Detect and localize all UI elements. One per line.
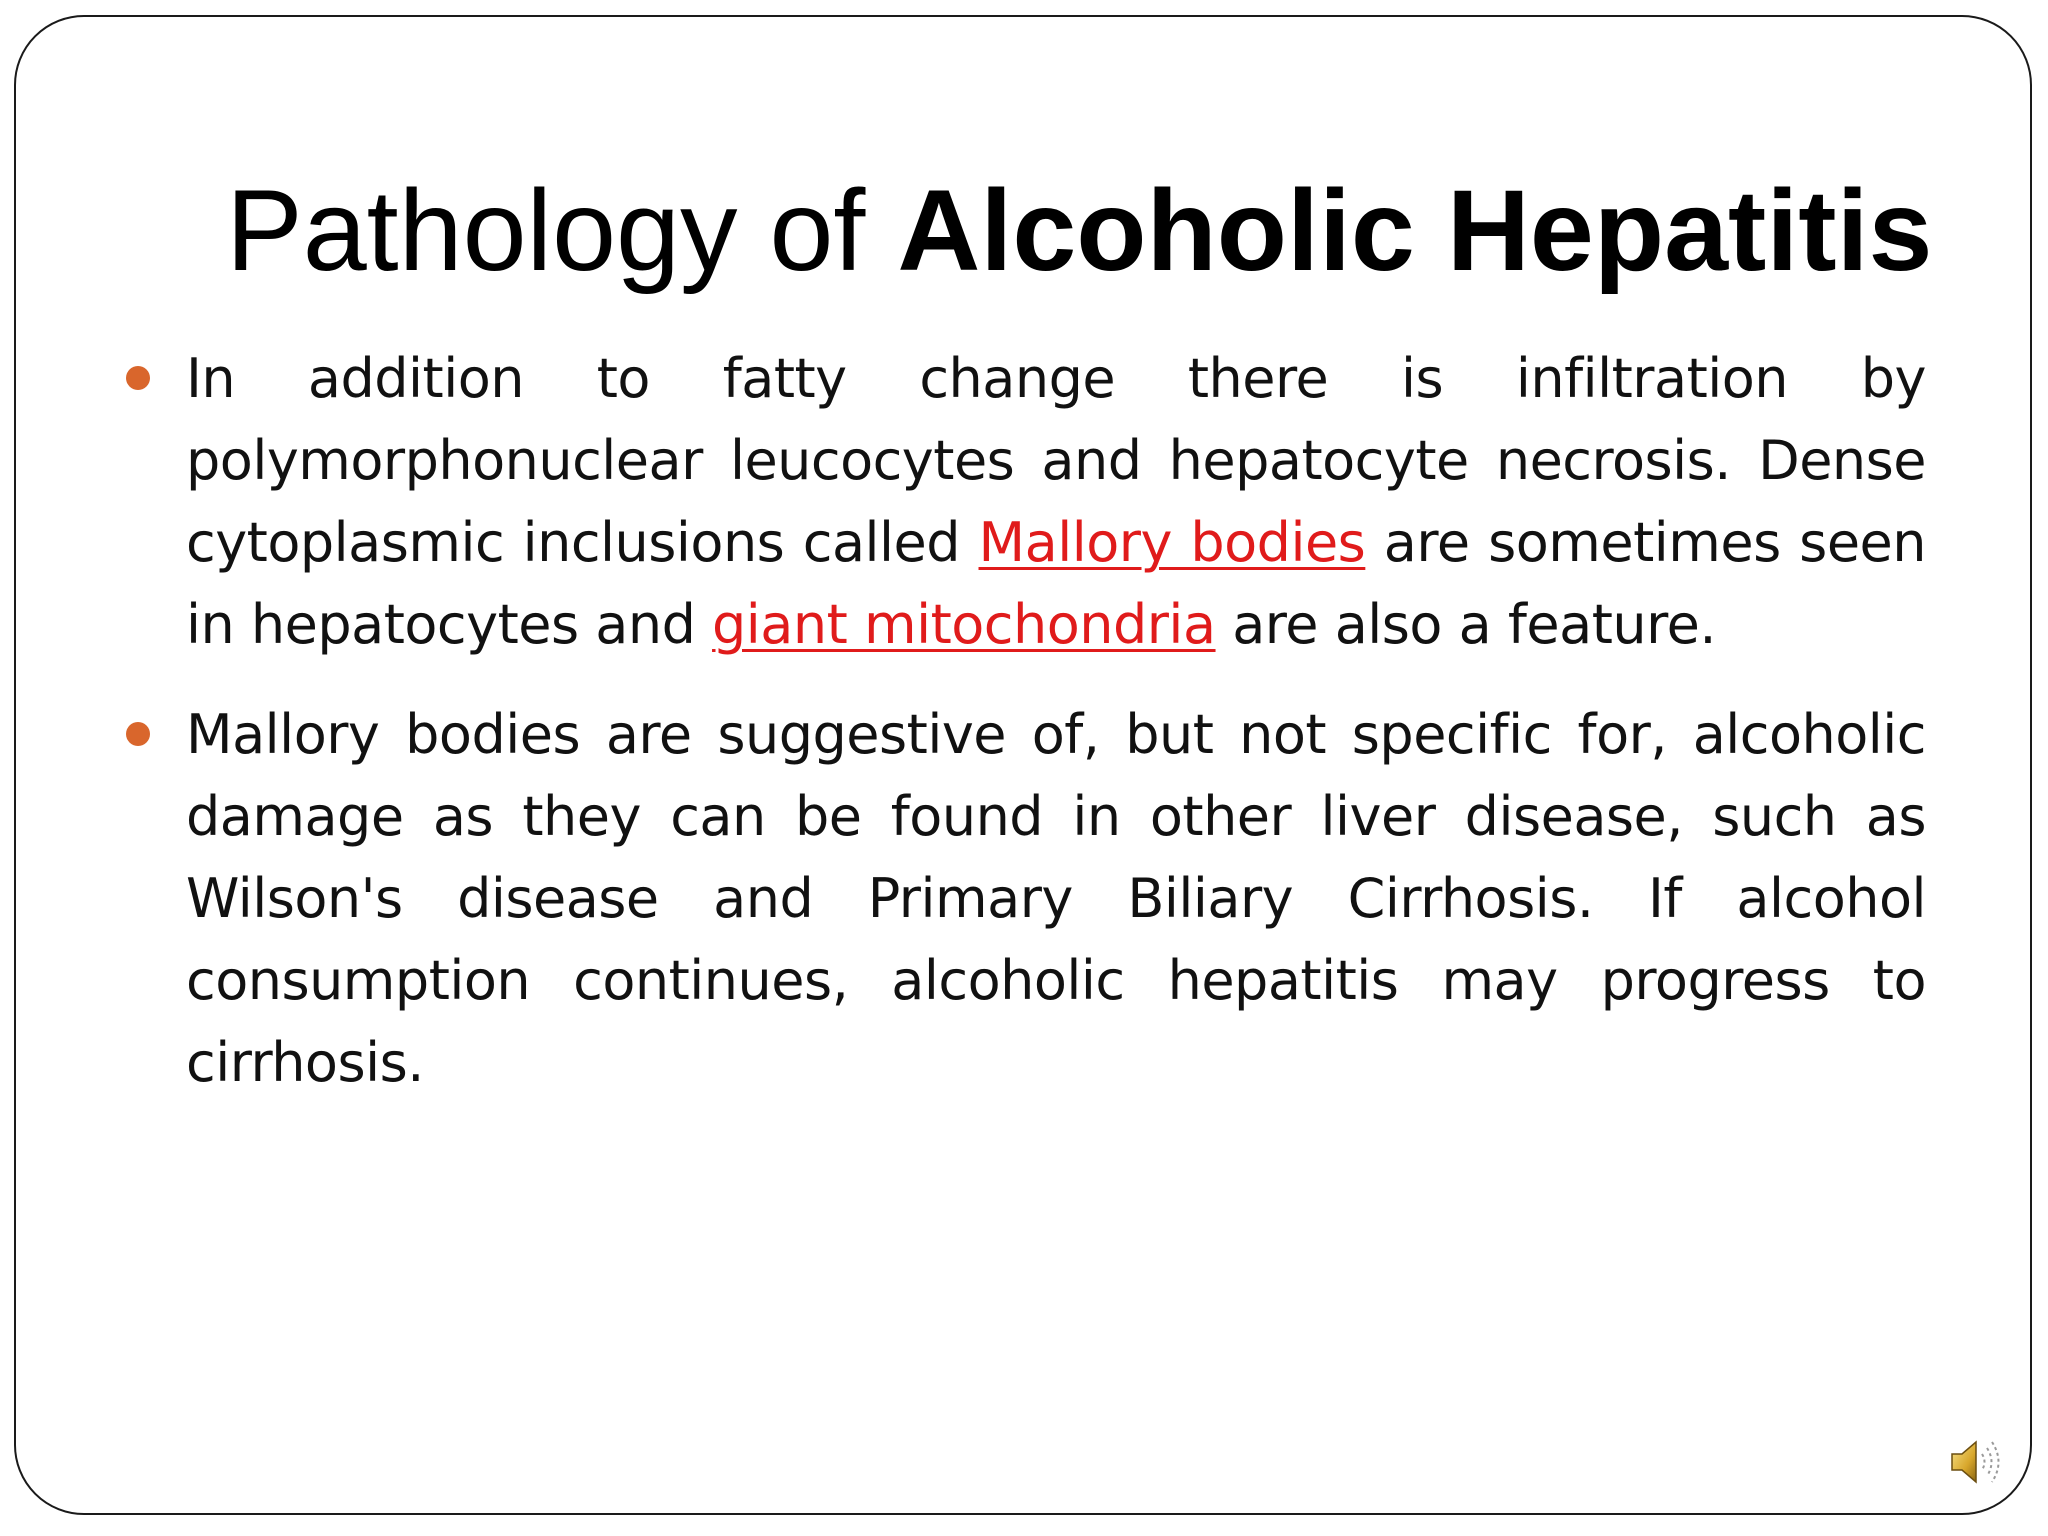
title-bold: Alcoholic Hepatitis xyxy=(897,167,1933,295)
title-regular: Pathology of xyxy=(226,167,898,295)
bullet-2-text: Mallory bodies are suggestive of, but not specific for, alcoholic damage as they can be found in other liver disease, such as Wilson's disease and Primary Biliary Cirrhosis. If alcohol consumption continues, alcoholic hepatitis may progress to cirrhosis. xyxy=(186,703,1926,1094)
speaker-icon[interactable] xyxy=(1946,1432,2006,1492)
mallory-bodies-link[interactable]: Mallory bodies xyxy=(978,511,1366,574)
bullet-1-text-a: In addition to fatty change there is infiltration by polymorphonuclear leucocytes and hepatocyte necrosis. Dense cytoplasmic inclusions called xyxy=(186,347,1926,574)
bullet-list xyxy=(186,338,1926,1132)
giant-mitochondria-link[interactable]: giant mitochondria xyxy=(712,593,1216,656)
bullet-item-1 xyxy=(186,338,1926,666)
bullet-1-text-b: are sometimes seen in hepatocytes and xyxy=(186,511,1926,656)
bullet-dot-icon xyxy=(126,366,150,390)
bullet-item-2 xyxy=(186,694,1926,1104)
bullet-1-text-c: are also a feature. xyxy=(1215,593,1716,656)
bullet-dot-icon xyxy=(126,722,150,746)
slide-title xyxy=(226,168,1986,295)
